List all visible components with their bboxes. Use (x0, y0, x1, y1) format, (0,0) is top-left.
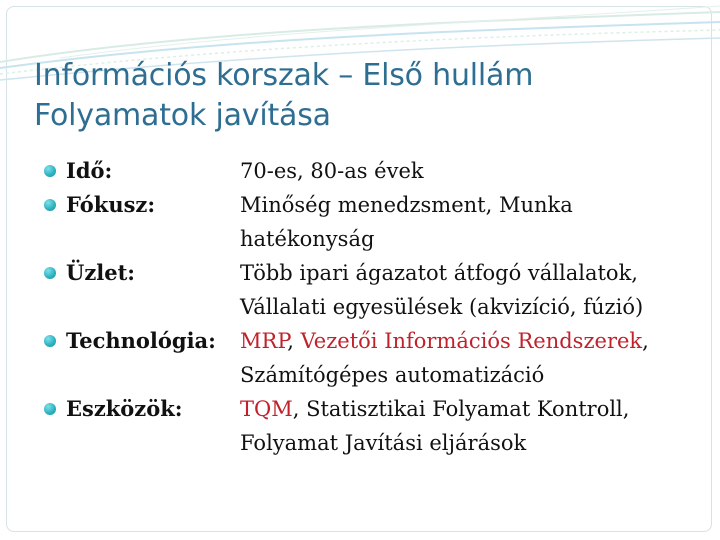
term-label: Idő: (66, 158, 113, 183)
term-label: Fókusz: (66, 192, 156, 217)
list-item-ido (44, 154, 694, 188)
desc-line: 70-es, 80-as évek (240, 159, 424, 183)
list-item-technologia (44, 324, 694, 392)
bullet-icon (44, 165, 56, 177)
bullet-icon (44, 199, 56, 211)
desc-rest: , Statisztikai Folyamat Kontroll, (292, 397, 630, 421)
bullet-icon (44, 267, 56, 279)
desc-line: Több ipari ágazatot átfogó vállalatok, (240, 261, 638, 285)
desc-ido (240, 154, 694, 188)
desc-technologia (240, 324, 694, 392)
term-eszkozok (44, 392, 240, 426)
bullet-icon (44, 335, 56, 347)
bullet-icon (44, 403, 56, 415)
desc-fokusz (240, 188, 694, 256)
desc-line (240, 324, 694, 358)
term-label: Technológia: (66, 328, 216, 353)
term-fokusz (44, 188, 240, 222)
bullet-list (44, 154, 694, 460)
desc-line: Számítógépes automatizáció (240, 363, 545, 387)
desc-line: hatékonyság (240, 227, 375, 251)
title-line-2: Folyamatok javítása (34, 98, 331, 133)
list-item-eszkozok (44, 392, 694, 460)
separator: , (287, 329, 301, 353)
title-line-1: Információs korszak – Első hullám (34, 58, 534, 93)
list-item-uzlet (44, 256, 694, 324)
highlight-mrp: MRP (240, 329, 288, 353)
desc-line (240, 392, 694, 426)
term-uzlet (44, 256, 240, 290)
highlight-tqm: TQM (240, 397, 293, 421)
list-item-fokusz (44, 188, 694, 256)
desc-line: Vállalati egyesülések (akvizíció, fúzió) (240, 295, 644, 319)
term-technologia (44, 324, 240, 358)
term-ido (44, 154, 240, 188)
desc-eszkozok (240, 392, 694, 460)
term-label: Üzlet: (66, 260, 136, 285)
separator: , (642, 329, 649, 353)
highlight-vir: Vezetői Információs Rendszerek (300, 329, 643, 353)
desc-uzlet (240, 256, 694, 324)
desc-line: Folyamat Javítási eljárások (240, 431, 527, 455)
page-title (34, 56, 694, 136)
desc-line: Minőség menedzsment, Munka (240, 193, 573, 217)
term-label: Eszközök: (66, 396, 183, 421)
